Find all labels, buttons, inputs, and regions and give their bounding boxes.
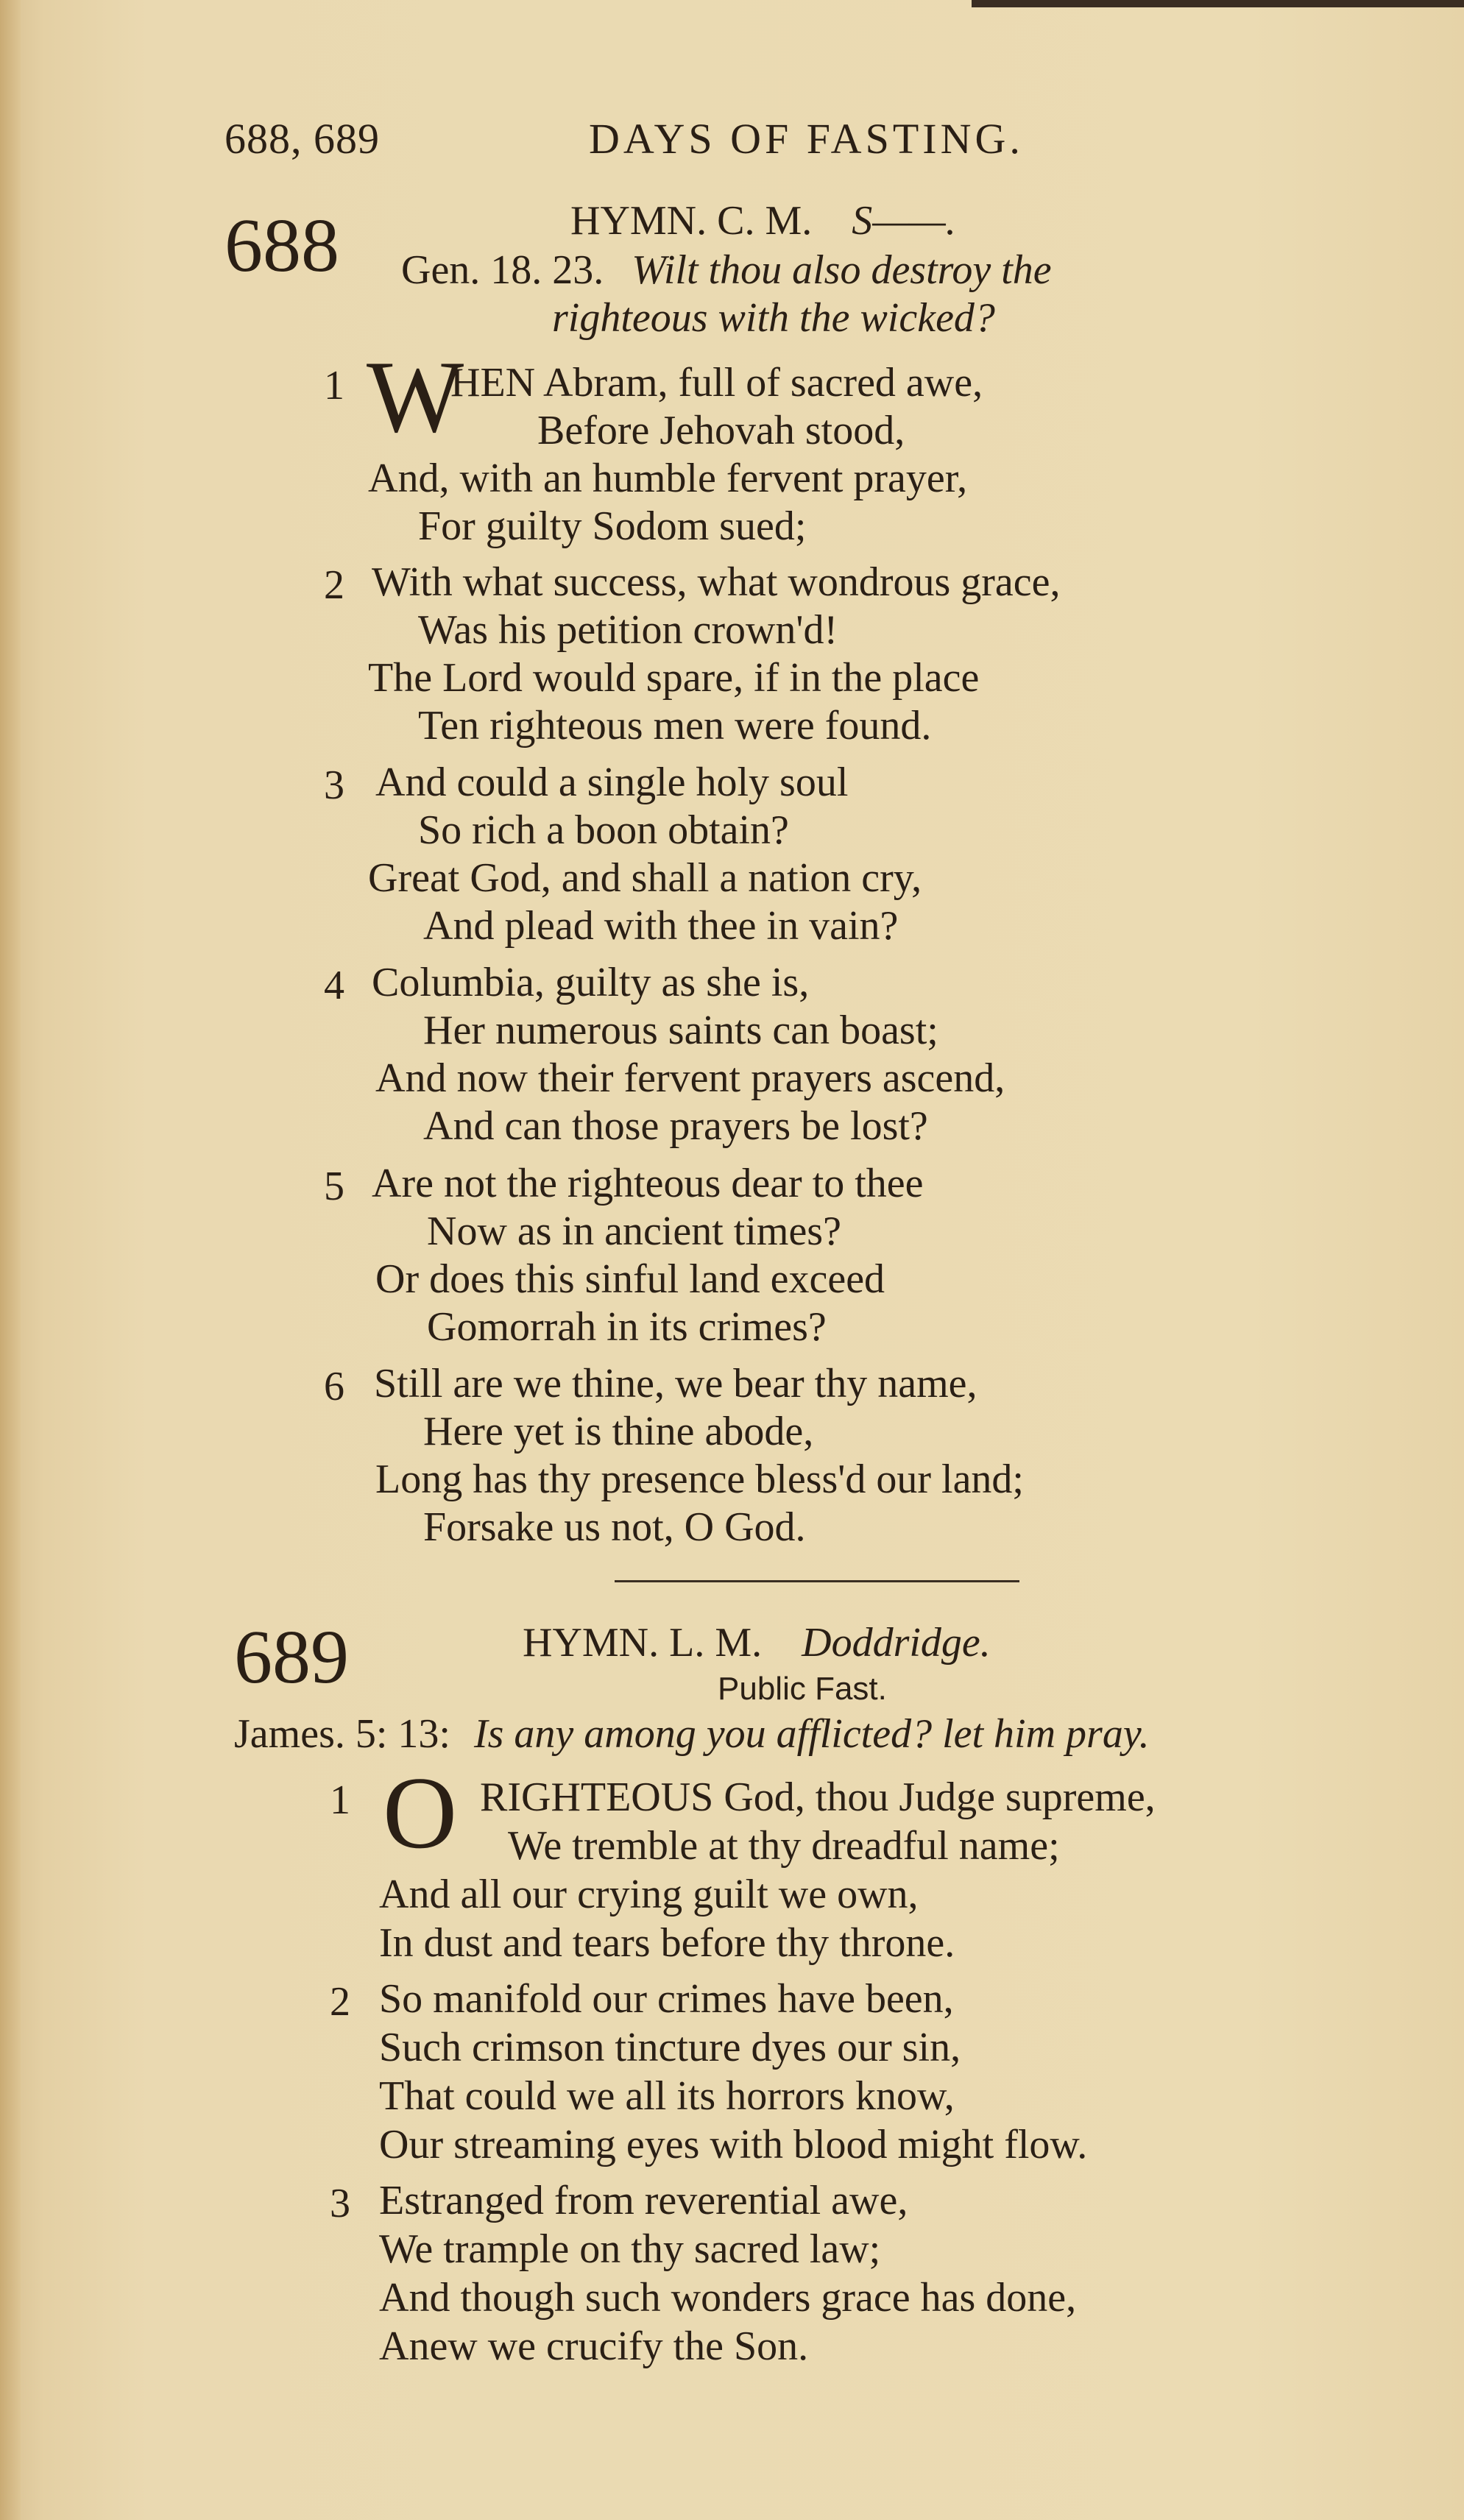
verse-line: And, with an humble fervent prayer, (368, 456, 968, 501)
drop-cap: W (367, 340, 464, 454)
verse-line: Estranged from reverential awe, (379, 2178, 908, 2223)
verse-line: Ten righteous men were found. (418, 703, 932, 748)
hymn-subtitle: Public Fast. (718, 1671, 887, 1707)
scripture-ref: James. 5: 13: (234, 1711, 450, 1757)
verse-line: Gomorrah in its crimes? (427, 1304, 827, 1350)
scripture-line (234, 1710, 1150, 1758)
hymn-heading (523, 1619, 991, 1666)
verse-line: And now their fervent prayers ascend, (375, 1055, 1005, 1101)
hymn-number: 688 (224, 203, 339, 288)
page-edge (0, 0, 21, 2520)
verse-number: 1 (330, 1777, 350, 1823)
verse-number: 4 (324, 963, 344, 1008)
verse-line: And all our crying guilt we own, (379, 1872, 919, 1917)
verse-line: And though such wonders grace has done, (379, 2275, 1077, 2321)
verse-line: Now as in ancient times? (427, 1208, 841, 1254)
verse-line: Columbia, guilty as she is, (372, 960, 810, 1005)
verse-line: Before Jehovah stood, (537, 408, 905, 453)
verse-line: The Lord would spare, if in the place (368, 655, 980, 701)
scripture-ref: Gen. 18. 23. (401, 247, 604, 293)
verse-number: 3 (324, 762, 344, 808)
hymn-meter: HYMN. C. M. (570, 198, 813, 244)
verse-line: In dust and tears before thy throne. (379, 1920, 955, 1966)
drop-cap: O (383, 1756, 458, 1870)
verse-line: Here yet is thine abode, (423, 1409, 814, 1454)
scripture-text: Is any among you afflicted? let him pray. (473, 1711, 1150, 1757)
verse-line: For guilty Sodom sued; (418, 503, 807, 549)
verse-line: HEN Abram, full of sacred awe, (450, 360, 983, 406)
verse-line: That could we all its horrors know, (379, 2073, 955, 2119)
verse-number: 1 (324, 363, 344, 408)
hymn-meter: HYMN. L. M. (523, 1620, 763, 1666)
scripture-line (552, 294, 995, 341)
verse-number: 3 (330, 2181, 350, 2226)
verse-line: Our streaming eyes with blood might flow. (379, 2122, 1088, 2167)
verse-line: Great God, and shall a nation cry, (368, 855, 922, 901)
verse-line: So rich a boon obtain? (418, 807, 789, 853)
verse-line: Are not the righteous dear to thee (372, 1161, 924, 1206)
verse-line: We tremble at thy dreadful name; (508, 1823, 1060, 1869)
verse-number: 5 (324, 1164, 344, 1209)
verse-number: 2 (330, 1979, 350, 2025)
verse-line: With what success, what wondrous grace, (372, 559, 1061, 605)
verse-number: 6 (324, 1364, 344, 1409)
verse-line: Such crimson tincture dyes our sin, (379, 2025, 961, 2070)
verse-line: So manifold our crimes have been, (379, 1976, 954, 2022)
verse-line: Still are we thine, we bear thy name, (374, 1361, 977, 1406)
section-title: DAYS OF FASTING. (589, 115, 1024, 163)
verse-line: Long has thy presence bless'd our land; (375, 1457, 1024, 1502)
section-divider (615, 1580, 1019, 1582)
scripture-line (401, 247, 1052, 294)
verse-line: And plead with thee in vain? (423, 903, 899, 949)
scripture-text: righteous with the wicked? (552, 295, 995, 341)
hymn-author: S——. (852, 198, 956, 244)
verse-line: And can those prayers be lost? (423, 1103, 928, 1149)
verse-line: Or does this sinful land exceed (375, 1256, 885, 1302)
verse-line: Forsake us not, O God. (423, 1504, 806, 1550)
verse-line: RIGHTEOUS God, thou Judge supreme, (480, 1774, 1156, 1820)
hymn-number: 689 (234, 1615, 349, 1699)
verse-line: We trample on thy sacred law; (379, 2226, 881, 2272)
verse-line: Anew we crucify the Son. (379, 2323, 809, 2369)
verse-line: Was his petition crown'd! (418, 607, 838, 653)
page-numbers: 688, 689 (224, 115, 380, 163)
scripture-text: Wilt thou also destroy the (632, 247, 1052, 293)
verse-number: 2 (324, 562, 344, 608)
verse-line: Her numerous saints can boast; (423, 1008, 938, 1053)
hymn-author: Doddridge. (802, 1620, 991, 1666)
top-rule (972, 0, 1464, 7)
hymn-heading (570, 197, 956, 244)
verse-line: And could a single holy soul (375, 760, 849, 805)
